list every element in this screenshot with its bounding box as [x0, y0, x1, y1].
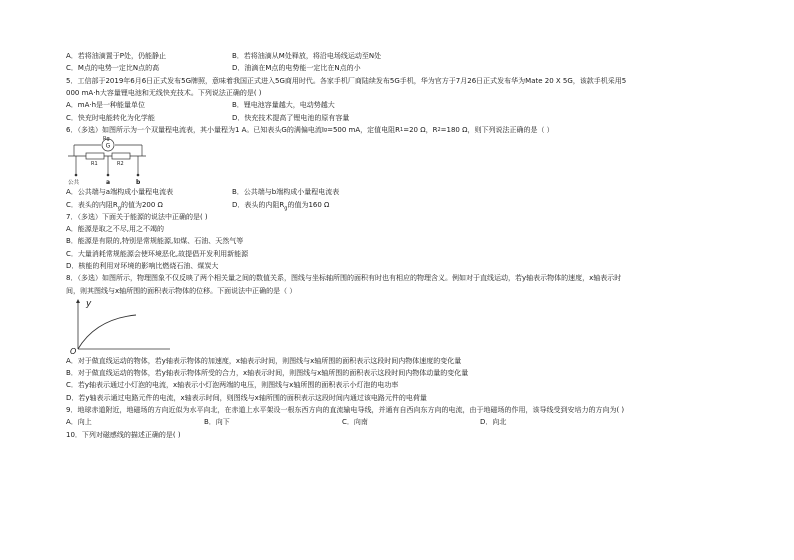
- q8-stem-line2: 间，则其图线与x轴所围的面积表示物体的位移。下面说法中正确的是（ ）: [66, 286, 297, 295]
- label-common: 公共: [68, 180, 80, 187]
- q6-option-a: A．公共端与a端构成小量程电流表: [66, 188, 174, 197]
- exam-page: [66, 50, 738, 441]
- q9-stem: 9．地球赤道附近，地磁场的方向近似为水平向北，在赤道上水平架设一根东西方向的直流输电导线，并通有自西向东方向的电流，由于地磁场的作用，该导线受到安培力的方向为( ): [66, 406, 625, 415]
- q6-stem: 6．（多选）如图所示为一个双量程电流表，其小量程为1 A。已知表头G的满偏电流I g =500 mA，定值电阻R 1 =20 Ω，R 2 =180 Ω，则下列说法正确的是（ ）: [66, 125, 554, 134]
- q4-options-row2: [66, 62, 738, 74]
- q5-option-c: C．快充时电能转化为化学能: [66, 113, 155, 122]
- label-g: G: [105, 142, 111, 150]
- q7-option-b: B．能源是有限的,特别是常规能源,如煤、石油、天然气等: [66, 237, 244, 246]
- q4-options-row1: [66, 50, 738, 62]
- curve-graph: [66, 297, 176, 355]
- graph-curve: [78, 315, 136, 349]
- q7-option-c: C．大量消耗常规能源会使环境恶化,故提倡开发利用新能源: [66, 249, 249, 258]
- label-r2: R2: [117, 161, 124, 168]
- q7-stem: 7．（多选）下面关于能源的说法中正确的是( ): [66, 212, 208, 221]
- q8-option-d: D．若y轴表示通过电路元件的电流，x轴表示时间，则图线与x轴所围的面积表示这段时间内通过该电路元件的电荷量: [66, 393, 427, 402]
- q5-option-a: A．mA·h是一种能量单位: [66, 101, 146, 110]
- q8-option-a: A．对于做直线运动的物体，若y轴表示物体的加速度，x轴表示时间，则图线与x轴所围的面积表示这段时间内物体速度的变化量: [66, 356, 462, 365]
- q8-graph-figure: [66, 297, 738, 355]
- label-b: b: [136, 179, 141, 187]
- terminal-common: [75, 174, 78, 177]
- label-rg: Rg: [103, 136, 110, 143]
- label-r1: R1: [91, 161, 98, 168]
- resistor-r1: [86, 153, 104, 159]
- q6-circuit-figure: [66, 136, 738, 186]
- q6-option-c: C．表头的内阻$R_g$的值为200 Ω: [66, 200, 163, 211]
- q6-options-row1: [66, 186, 738, 198]
- terminal-a: [107, 174, 110, 177]
- q7-option-a: A．能源是取之不尽,用之不竭的: [66, 225, 165, 234]
- q8-option-b: B．对于做直线运动的物体，若y轴表示物体所受的合力，x轴表示时间，则图线与x轴所围的面积表示这段时间内物体动量的变化量: [66, 369, 469, 378]
- q5-stem-line1: 5．工信部于2019年6月6日正式发布5G牌照，意味着我国正式进入5G商用时代。各家手机厂商陆续发布5G手机，华为官方于7月26日正式发布华为Mate 20 X 5G，该款手机采用5: [66, 76, 627, 85]
- q6-option-b: B．公共端与b端构成小量程电流表: [232, 188, 340, 197]
- q5-stem-line2: 000 mA·h大容量锂电池和无线快充技术。下列说法正确的是( ): [66, 89, 262, 98]
- q4-option-a: A．若将油滴置于P处，仍能静止: [66, 52, 167, 61]
- q5-option-b: B．锂电池容量越大，电动势越大: [232, 101, 335, 110]
- q4-option-b: B．若将油滴从M处释放，将沿电场线运动至N处: [232, 52, 382, 61]
- circuit-diagram: [66, 136, 186, 186]
- axis-label-y: y: [86, 298, 92, 309]
- q8-option-c: C．若y轴表示通过小灯泡的电流，x轴表示小灯泡两端的电压，则图线与x轴所围的面积表示小灯泡的电功率: [66, 381, 399, 390]
- q9-option-a: A．向上: [66, 418, 92, 427]
- resistor-r2: [112, 153, 130, 159]
- q9-option-b: B．向下: [204, 418, 230, 427]
- q9-options-row: [66, 416, 738, 428]
- origin-label: O: [70, 346, 77, 355]
- q6-option-d: D．表头的内阻$R_g$的值为160 Ω: [232, 200, 330, 211]
- q5-option-d: D．快充技术提高了锂电池的原有容量: [232, 113, 350, 122]
- q4-option-d: D．油滴在M点的电势能一定比在N点的小: [232, 64, 361, 73]
- terminal-b: [137, 174, 140, 177]
- q10-stem: 10．下列对磁感线的描述正确的是( ): [66, 430, 181, 439]
- q7-option-d: D．核能的利用对环境的影响比燃烧石油、煤炭大: [66, 262, 219, 270]
- q5-options-row2: [66, 111, 738, 123]
- label-a: a: [106, 179, 111, 187]
- q9-option-c: C．向南: [342, 418, 368, 427]
- q9-option-d: D．向北: [480, 418, 507, 427]
- q6-options-row2: [66, 198, 738, 210]
- q4-option-c: C．M点的电势一定比N点的高: [66, 64, 160, 73]
- q8-stem-line1: 8．（多选）如图所示，物理图象不仅反映了两个相关量之间的数值关系，图线与坐标轴所围的面积有时也有相应的物理含义。例如对于直线运动，若y轴表示物体的速度，x轴表示时: [66, 274, 622, 283]
- q5-options-row1: [66, 99, 738, 111]
